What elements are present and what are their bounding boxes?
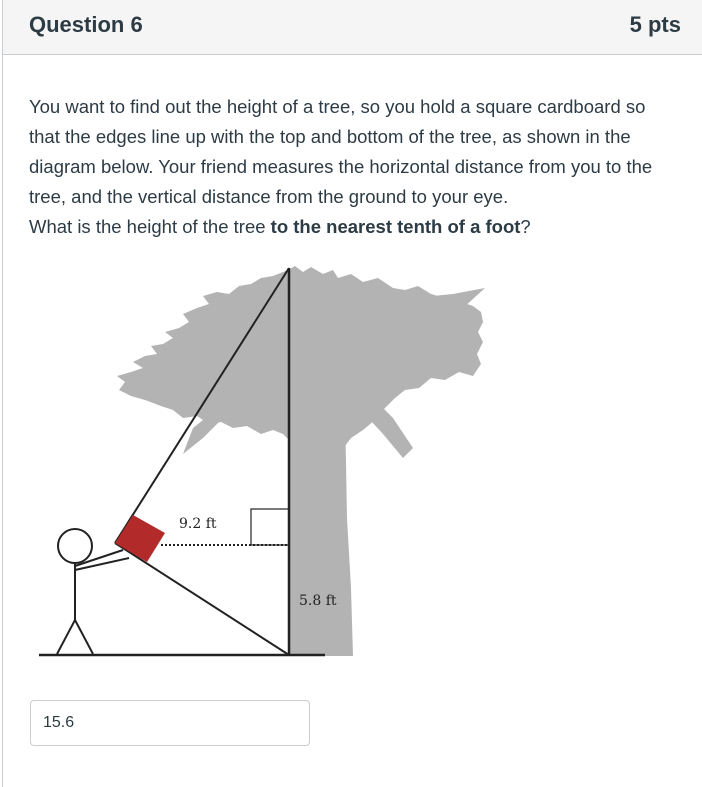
sight-line-bottom [115,543,289,655]
question-card [2,0,702,787]
question-paragraph: You want to find out the height of a tree, so you hold a square cardboard so that the edges line up with the top and bottom of the tree, as shown in the diagram below. Your friend measures the horizontal distance from you to the tree, and the vertical distance from the ground to your eye. [29,96,653,207]
question-text [29,92,681,242]
answer-input[interactable] [30,700,310,746]
vertical-distance-label: 5.8 ft [299,593,337,609]
prompt-suffix: ? [520,216,531,237]
horizontal-distance-label: 9.2 ft [179,516,217,532]
prompt-prefix: What is the height of the tree [29,216,271,237]
question-title: Question 6 [29,12,143,37]
right-angle-marker [251,509,289,545]
prompt-bold: to the nearest tenth of a foot [270,216,521,237]
cardboard-square [115,515,165,562]
tree-diagram [33,258,493,663]
question-header [3,0,702,55]
person-figure [57,529,129,654]
question-prompt [29,212,681,242]
question-points: 5 pts [629,12,681,37]
